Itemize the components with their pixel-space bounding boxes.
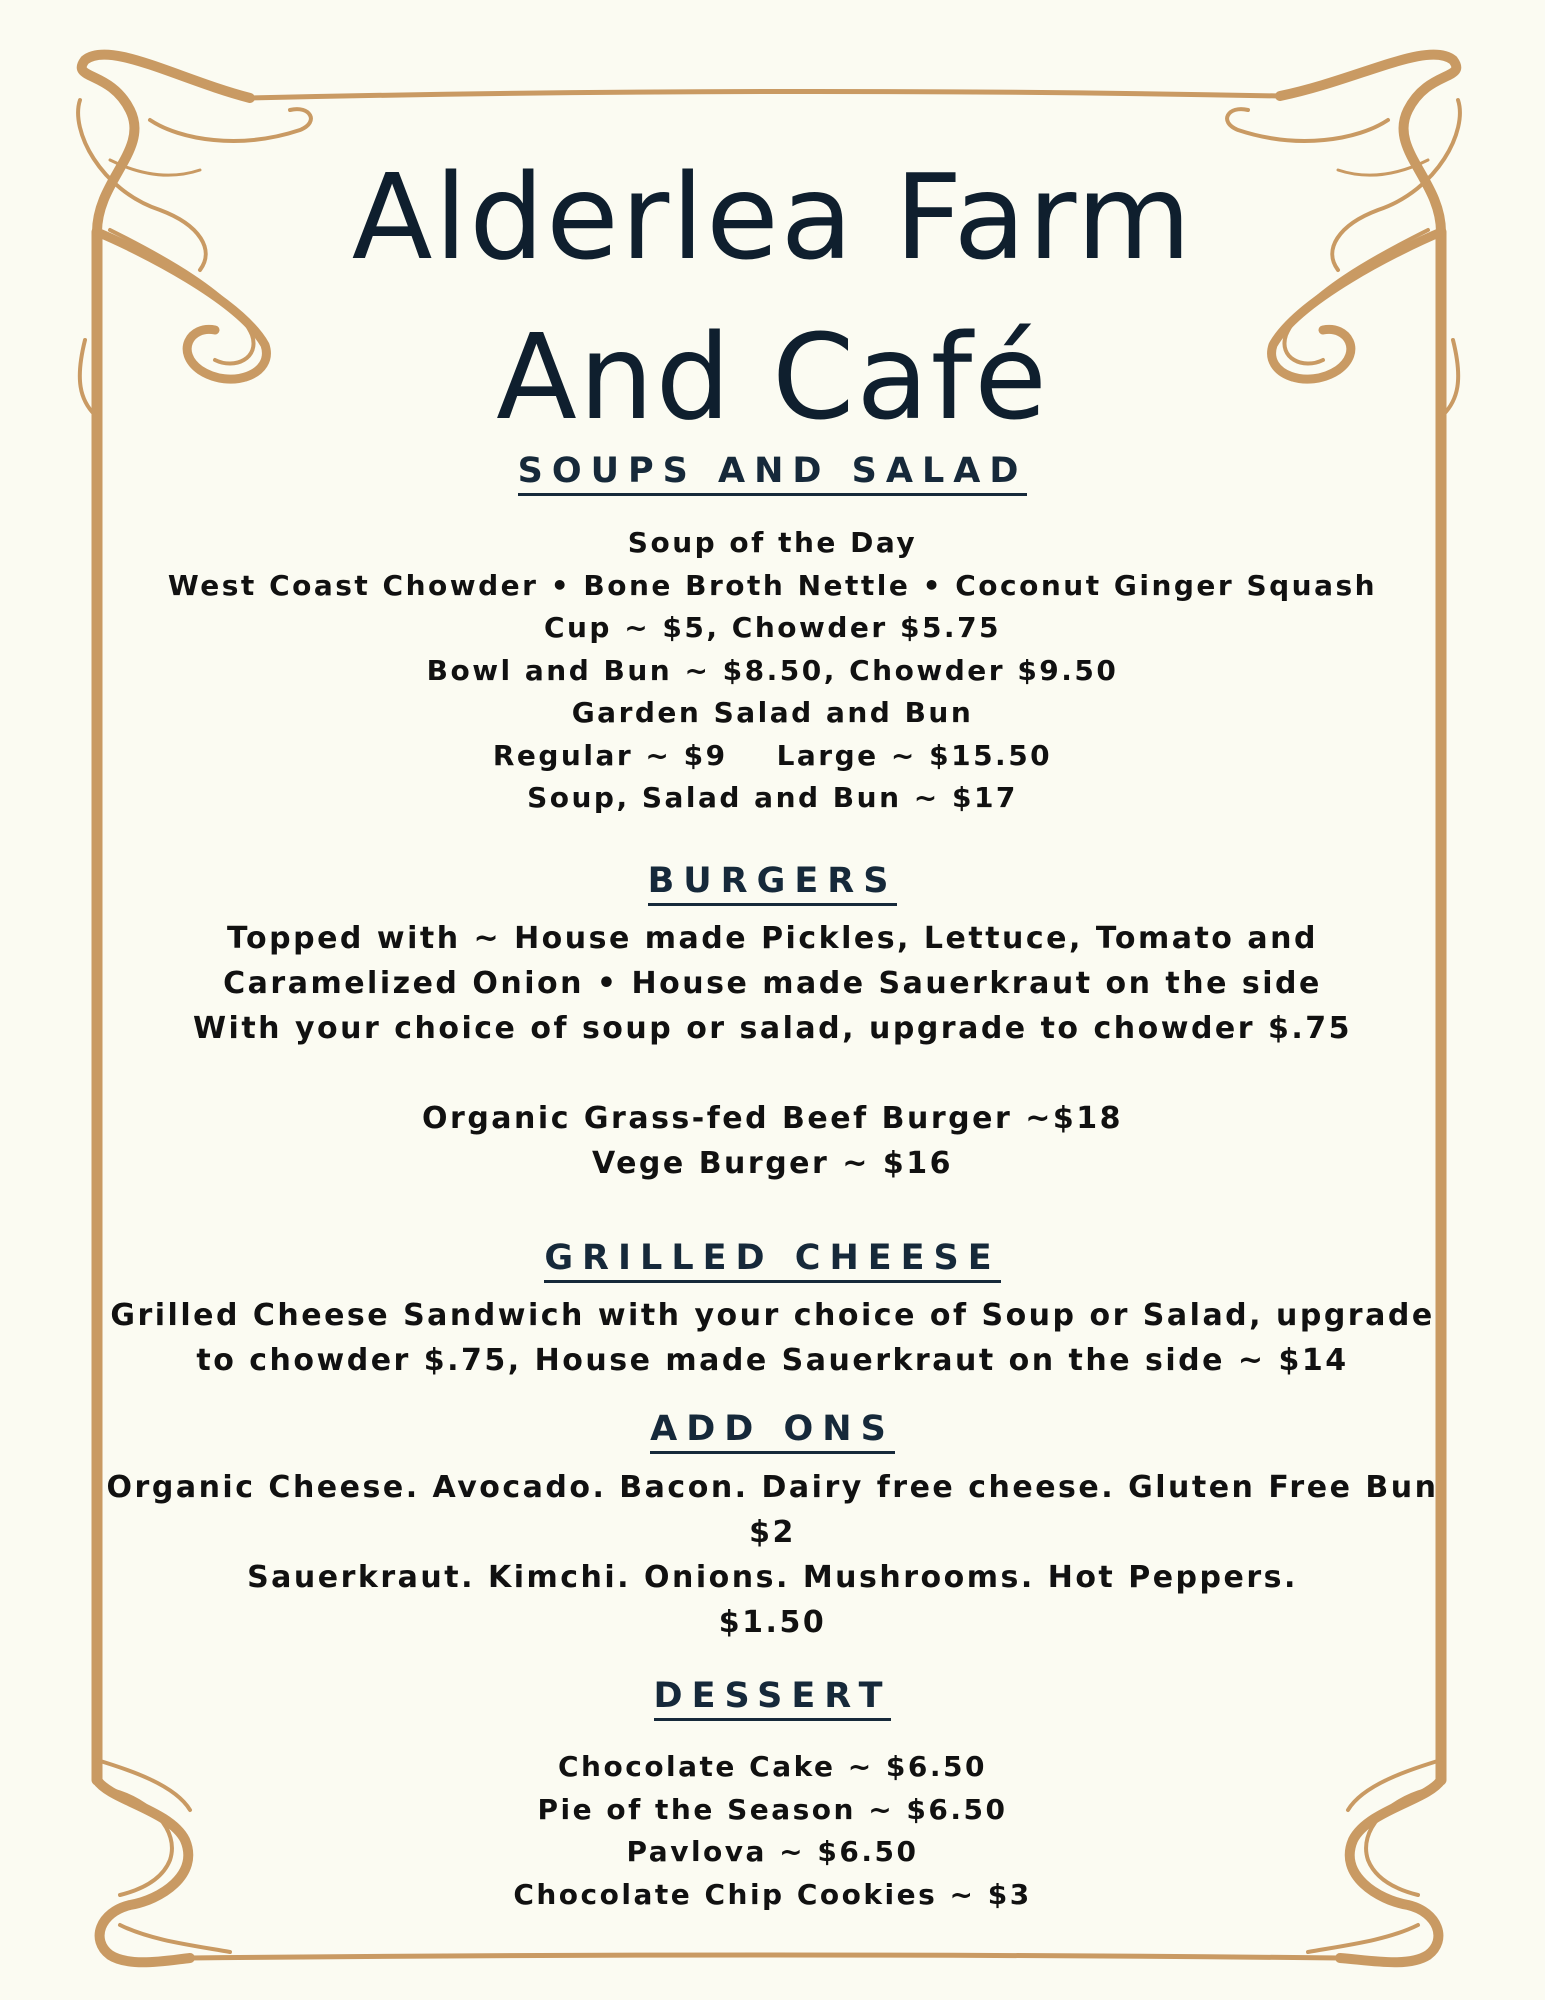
- menu-line: Pavlova ~ $6.50: [626, 1835, 919, 1868]
- menu-line: Topped with ~ House made Pickles, Lettuce, Tomato and: [227, 921, 1318, 956]
- section-heading-soups-and-salad: SOUPS AND SALAD: [0, 454, 1545, 489]
- menu-line: Soup, Salad and Bun ~ $17: [527, 781, 1018, 814]
- cafe-title-line-2: And Café: [496, 308, 1049, 446]
- menu-line: Organic Grass-fed Beef Burger ~$18: [422, 1101, 1123, 1136]
- section-heading-grilled-cheese: GRILLED CHEESE: [0, 1241, 1545, 1276]
- add-ons-list: [0, 1465, 1545, 1645]
- cafe-title-line-1: Alderlea Farm: [351, 148, 1194, 286]
- border-top-rule: [250, 91, 1280, 98]
- menu-line: Caramelized Onion • House made Sauerkraut on the side: [223, 966, 1322, 1001]
- section-heading-add-ons: ADD ONS: [0, 1412, 1545, 1447]
- menu-line: Organic Cheese. Avocado. Bacon. Dairy free cheese. Gluten Free Bun: [106, 1470, 1439, 1505]
- menu-line: Garden Salad and Bun: [571, 696, 974, 729]
- menu-line: $2: [749, 1515, 796, 1550]
- border-bottom-rule: [190, 1955, 1340, 1958]
- menu-line: $1.50: [718, 1605, 827, 1640]
- menu-line: Regular ~ $9 Large ~ $15.50: [492, 738, 1053, 772]
- menu-line: Grilled Cheese Sandwich with your choice of Soup or Salad, upgrade: [110, 1298, 1435, 1333]
- menu-line: West Coast Chowder • Bone Broth Nettle • Coconut Ginger Squash: [167, 568, 1378, 602]
- menu-line: Soup of the Day: [627, 526, 918, 559]
- section-heading-burgers: BURGERS: [0, 864, 1545, 899]
- burgers-list: [0, 916, 1545, 1186]
- menu-line: Vege Burger ~ $16: [592, 1146, 953, 1181]
- menu-line: With your choice of soup or salad, upgrade to chowder $.75: [192, 1011, 1353, 1046]
- menu-line-spacer: [0, 1051, 1545, 1096]
- menu-line: Bowl and Bun ~ $8.50, Chowder $9.50: [426, 653, 1119, 687]
- soups-and-salad-list: [0, 522, 1545, 820]
- menu-line: Cup ~ $5, Chowder $5.75: [543, 611, 1002, 644]
- menu-line: Chocolate Chip Cookies ~ $3: [513, 1877, 1032, 1911]
- menu-line: Chocolate Cake ~ $6.50: [558, 1750, 987, 1783]
- menu-line: Sauerkraut. Kimchi. Onions. Mushrooms. Hot Peppers.: [247, 1560, 1298, 1595]
- dessert-list: [0, 1746, 1545, 1916]
- grilled-cheese-list: [0, 1293, 1545, 1383]
- menu-line: to chowder $.75, House made Sauerkraut on the side ~ $14: [196, 1343, 1349, 1378]
- section-heading-dessert: DESSERT: [0, 1679, 1545, 1714]
- menu-line: Pie of the Season ~ $6.50: [537, 1792, 1008, 1826]
